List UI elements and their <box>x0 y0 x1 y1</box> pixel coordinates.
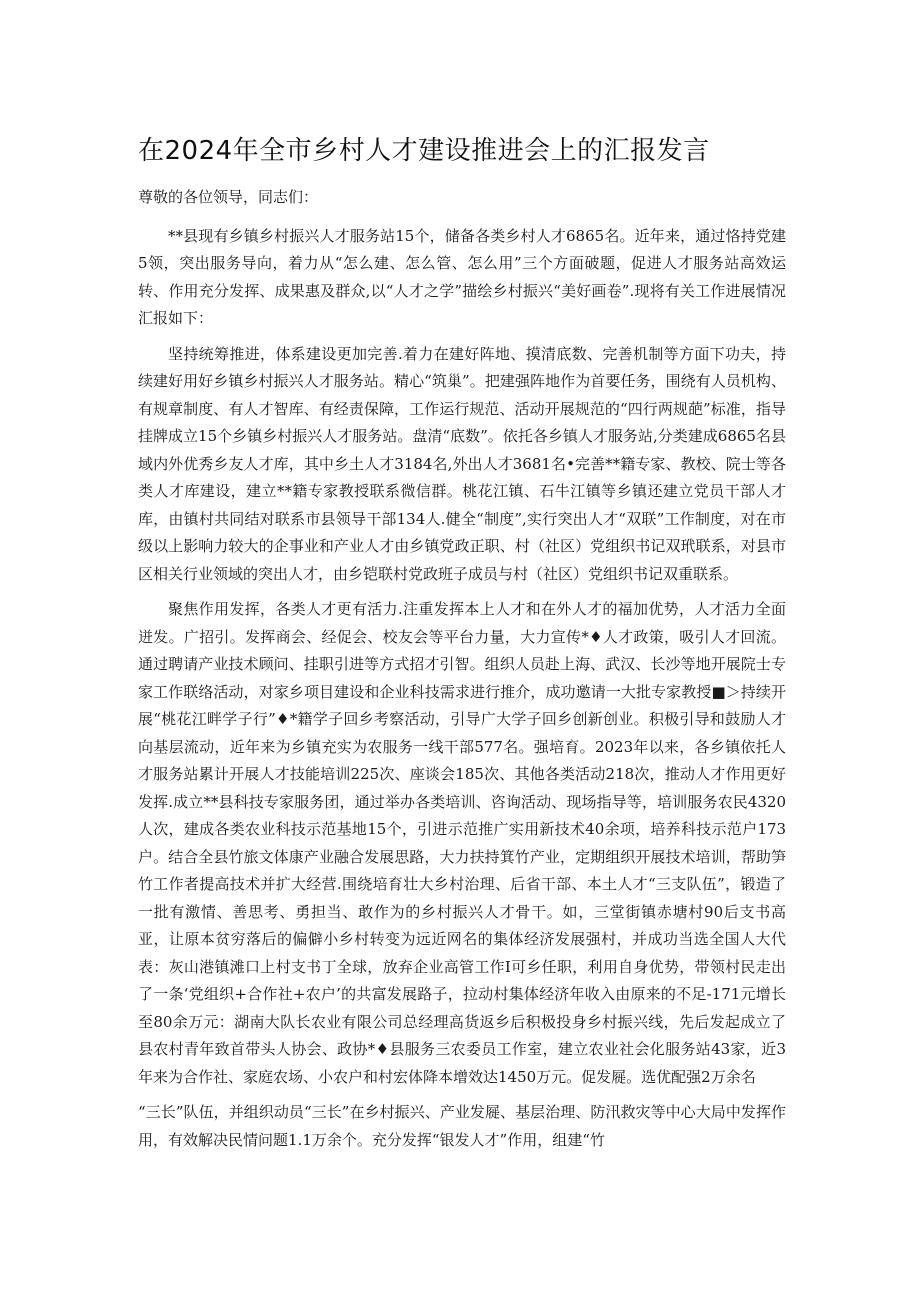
paragraph-continuation: “三长”队伍，并组织动员“三长”在乡村振兴、产业发屣、基层治理、防汛救灾等中心大局中发挥作用，有效解决民情问题1.1万余个。充分发挥“银发人才”作用，组建“竹 <box>138 1103 786 1149</box>
paragraph-system-building: 坚持统筹推进，体系建设更加完善.着力在建好阵地、摸清底数、完善机制等方面下功夫，持续建好用好乡镇乡村振兴人才服务站。精心“筑巢”。把建强阵地作为首要任务，围绕有人员机构、有规章制度、有人才智库、有经责保障，工作运行规范、活动开展规范的“四行两规葩”标准，指导挂牌成立15个乡镇乡村振兴人才服务站。盘清“底数”。依托各乡镇人才服务站,分类建成6865名县域内外优秀乡友人才库，其中乡土人才3184名,外出人才3681名•完善**籍专家、教校、院士等各类人才库建设，建立**籍专家教授联系微信群。桃花江镇、石牛江镇等乡镇还建立党员干部人才库，由镇村共同结对联系市县领导干部134人.健全“制度”,实行突出人才“双联”工作制度，对在市级以上影响力较大的企事业和产业人才由乡镇党政正职、村（社区）党组织书记双玳联系，对县市区相关行业领域的突出人才，由乡铠联村党政班子成员与村（社区）党组织书记双重联系。 <box>138 344 786 583</box>
document-title: 在2024年全市乡村人才建设推进会上的汇报发言 <box>138 136 710 166</box>
paragraph-intro: **县现有乡镇乡村振兴人才服务站15个，储备各类乡村人才6865名。近年来，通过恪持党建5领，突出服务导向，着力从“怎么建、怎么管、怎么用”三个方面破题，促进人才服务站高效运转、作用充分发挥、成果惠及群众,以“人才之学”描绘乡村振兴“美好画卷”.现将有关工作进展情况汇报如下： <box>138 226 786 327</box>
paragraph-talent-role: 聚焦作用发挥，各类人才更有活力.注重发挥本上人才和在外人才的福加优势，人才活力全面迸发。广招引。发挥商会、经促会、校友会等平台力量，大力宣传*♦人才政策，吸引人才回流。通过聘请产业技术顾问、挂职引进等方式招才引智。组织人员赴上海、武汉、长沙等地开展院士专家工作联络活动，对家乡项目建设和企业科技需求进行推介，成功邀请一大批专家教授■＞持续开展“桃花江畔学子行”♦*籍学子回乡考察活动，引导广大学子回乡创新创业。积极引导和鼓励人才向基层流动，近年来为乡镇充实为农服务一线干部577名。强培育。2023年以来，各乡镇依托人才服务站累计开展人才技能培训225次、座谈会185次、其他各类活动218次，推动人才作用更好发挥.成立**县科技专家服务团，通过举办各类培训、咨询活动、现场指导等，培训服务农民4320人次，建成各类农业科技示范基地15个，引进示范推广实用新技术40余项，培养科技示范户173户。结合全县竹旅文体康产业融合发展思路，大力扶持箕竹产业，定期组织开展技术培训，帮助笋竹工作者提高技术并扩大经营.围绕培育壮大乡村治理、后省干部、本土人才“三支队伍”，锻造了一批有激情、善思考、勇担当、敢作为的乡村振兴人才骨干。如，三堂街镇赤塘村90后支书高亚，让原本贫穷落后的偏僻小乡村转变为远近网名的集体经济发展强村，并成功当选全国人大代表：灰山港镇滩口上村支书丁全球，放弃企业高管工作I可乡任职，利用自身优势，带领村民走出了一条‘党组织+合作社+农户’的共富发展路子，拉动村集体经济年收入由原来的不足-171元增长至80余万元：湖南大队长农业有限公司总经理高货返乡后积极投身乡村振兴线，先后发起成立了县农村青年致首带头人协会、政协*♦县服务三农委员工作室，建立农业社会化服务站43家，近3年来为合作社、家庭农场、小农户和村宏体降本增效达1450万元。促发屣。选优配强2万余名 <box>138 600 786 1086</box>
document-body <box>138 184 786 1154</box>
salutation: 尊敬的各位领导，同志们： <box>138 188 319 206</box>
